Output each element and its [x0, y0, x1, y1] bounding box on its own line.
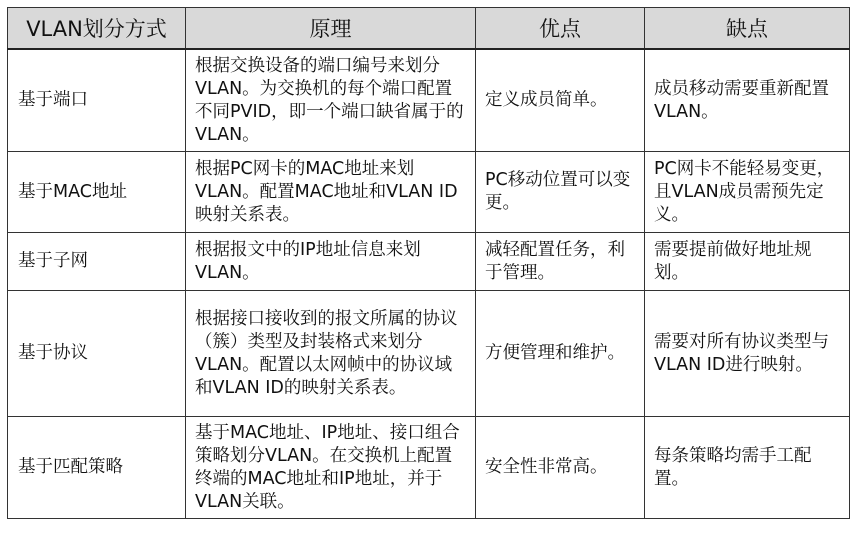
cons-cell: PC网卡不能轻易变更，且VLAN成员需预先定义。: [645, 152, 850, 233]
header-principle: 原理: [186, 8, 476, 50]
pros-cell: 定义成员简单。: [476, 49, 645, 152]
method-cell: 基于MAC地址: [8, 152, 186, 233]
principle-cell: 根据PC网卡的MAC地址来划VLAN。配置MAC地址和VLAN ID映射关系表。: [186, 152, 476, 233]
principle-cell: 根据接口接收到的报文所属的协议（簇）类型及封装格式来划分VLAN。配置以太网帧中的协议域和VLAN ID的映射关系表。: [186, 291, 476, 417]
header-method: VLAN划分方式: [8, 8, 186, 50]
pros-cell: PC移动位置可以变更。: [476, 152, 645, 233]
principle-cell: 基于MAC地址、IP地址、接口组合策略划分VLAN。在交换机上配置终端的MAC地址和IP地址，并于VLAN关联。: [186, 417, 476, 519]
principle-cell: 根据交换设备的端口编号来划分VLAN。为交换机的每个端口配置不同PVID，即一个端口缺省属于的VLAN。: [186, 49, 476, 152]
table-row: [8, 417, 850, 519]
method-cell: 基于协议: [8, 291, 186, 417]
pros-cell: 减轻配置任务，利于管理。: [476, 233, 645, 291]
cons-cell: 需要对所有协议类型与VLAN ID进行映射。: [645, 291, 850, 417]
table-row: [8, 291, 850, 417]
table-row: [8, 49, 850, 152]
principle-cell: 根据报文中的IP地址信息来划VLAN。: [186, 233, 476, 291]
cons-cell: 成员移动需要重新配置VLAN。: [645, 49, 850, 152]
table-row: [8, 152, 850, 233]
header-pros: 优点: [476, 8, 645, 50]
pros-cell: 安全性非常高。: [476, 417, 645, 519]
cons-cell: 需要提前做好地址规划。: [645, 233, 850, 291]
pros-cell: 方便管理和维护。: [476, 291, 645, 417]
table-row: [8, 233, 850, 291]
method-cell: 基于端口: [8, 49, 186, 152]
method-cell: 基于子网: [8, 233, 186, 291]
vlan-division-table: [7, 7, 850, 519]
method-cell: 基于匹配策略: [8, 417, 186, 519]
cons-cell: 每条策略均需手工配置。: [645, 417, 850, 519]
header-cons: 缺点: [645, 8, 850, 50]
header-row: [8, 8, 850, 50]
